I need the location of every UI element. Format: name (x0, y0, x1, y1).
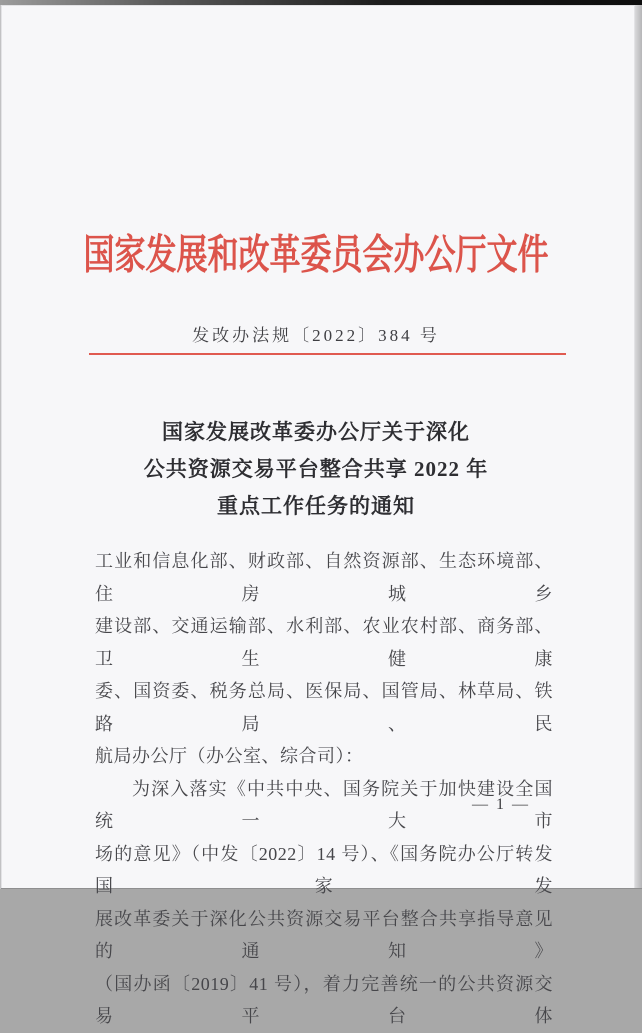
paragraph-line: 场的意见》（中发〔2022〕14 号）、《国务院办公厅转发国家发 (95, 843, 553, 896)
recipients-line: 委、国资委、税务总局、医保局、国管局、林草局、铁路局、民 (95, 681, 553, 734)
recipients-line: 工业和信息化部、财政部、自然资源部、生态环境部、住房城乡 (95, 551, 553, 604)
paragraph-line: （国办函〔2019〕41 号），着力完善统一的公共资源交易平台体 (95, 973, 553, 1026)
red-divider-line (89, 353, 566, 355)
recipients-line: 建设部、交通运输部、水利部、农业农村部、商务部、卫生健康 (95, 616, 553, 669)
notice-title-line-3: 重点工作任务的通知 (217, 494, 415, 518)
document-header-title: 国家发展和改革委员会办公厅文件 (83, 231, 549, 278)
document-number: 发改办法规〔2022〕384 号 (192, 326, 440, 345)
recipients-line: 航局办公厅（办公室、综合司）： (95, 746, 364, 766)
scan-edge-left (0, 5, 1, 889)
scan-edge-top (0, 0, 642, 5)
notice-title-line-2: 公共资源交易平台整合共享 2022 年 (143, 457, 489, 481)
notice-title-line-1: 国家发展改革委办公厅关于深化 (162, 420, 470, 444)
scan-edge-right (635, 5, 642, 889)
notice-title (40, 414, 592, 525)
page-number: — 1 — (472, 796, 530, 813)
paragraph-line: 展改革委关于深化公共资源交易平台整合共享指导意见的通知》 (95, 908, 553, 961)
paragraph-line: 为深入落实《中共中央、国务院关于加快建设全国统一大市 (95, 778, 553, 831)
document-body (95, 545, 553, 1033)
